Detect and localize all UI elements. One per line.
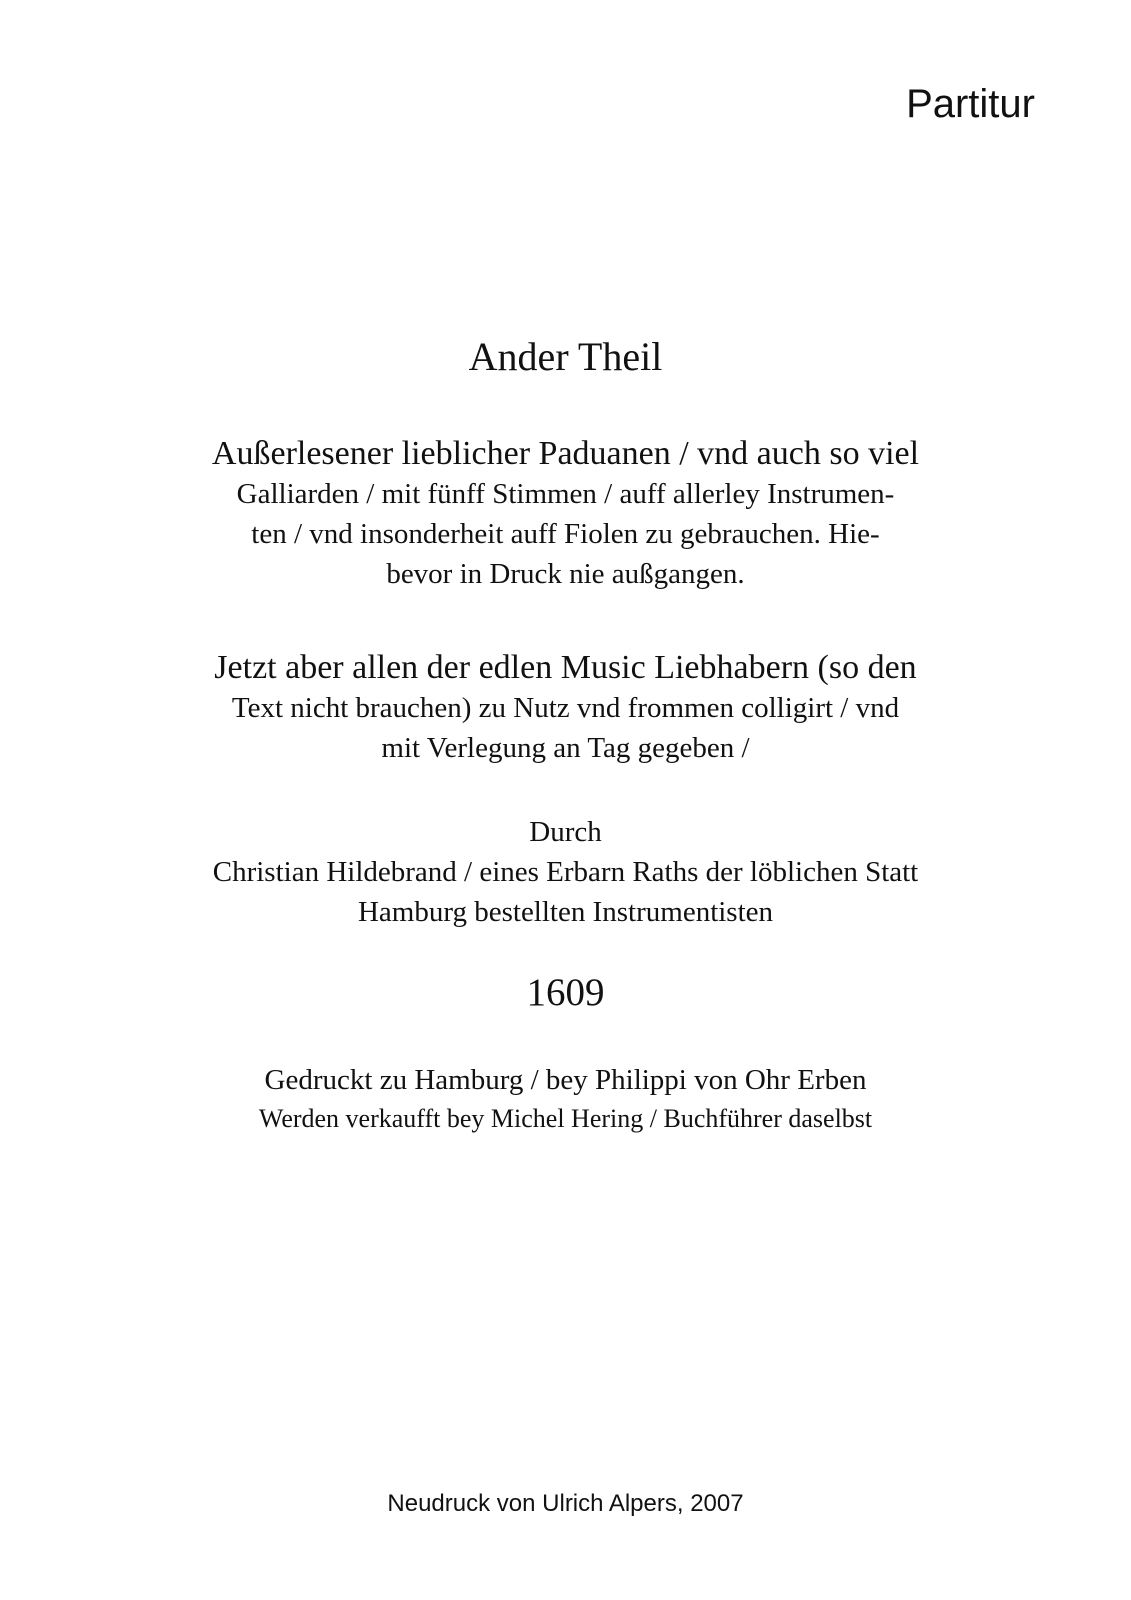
partitur-label: Partitur bbox=[906, 82, 1035, 126]
section-dedication bbox=[0, 648, 1131, 768]
section-heading: Außerlesener lieblicher Paduanen / vnd auch so viel bbox=[211, 435, 920, 472]
section-line: Galliarden / mit fünff Stimmen / auff allerley Instrumen- bbox=[236, 478, 895, 510]
imprint-seller: Werden verkaufft bey Michel Hering / Buchführer daselbst bbox=[258, 1104, 873, 1133]
section-paduanen bbox=[0, 434, 1131, 594]
author-line: Christian Hildebrand / eines Erbarn Raths der löblichen Statt bbox=[212, 856, 919, 888]
imprint-block bbox=[0, 1060, 1131, 1138]
section-line: ten / vnd insonderheit auff Fiolen zu gebrauchen. Hie- bbox=[251, 518, 880, 550]
publication-year: 1609 bbox=[526, 971, 605, 1014]
section-line: bevor in Druck nie außgangen. bbox=[386, 558, 745, 590]
author-line: Hamburg bestellten Instrumentisten bbox=[357, 896, 774, 928]
footer-reprint-note: Neudruck von Ulrich Alpers, 2007 bbox=[387, 1490, 744, 1517]
section-line: Text nicht brauchen) zu Nutz vnd frommen colligirt / vnd bbox=[231, 692, 900, 724]
author-intro: Durch bbox=[529, 816, 602, 848]
author-block bbox=[0, 812, 1131, 932]
section-line: mit Verlegung an Tag gegeben / bbox=[381, 732, 750, 764]
imprint-printer: Gedruckt zu Hamburg / bey Philippi von Ohr Erben bbox=[264, 1064, 867, 1096]
page-title: Ander Theil bbox=[468, 334, 663, 379]
section-heading: Jetzt aber allen der edlen Music Liebhabern (so den bbox=[214, 649, 917, 686]
